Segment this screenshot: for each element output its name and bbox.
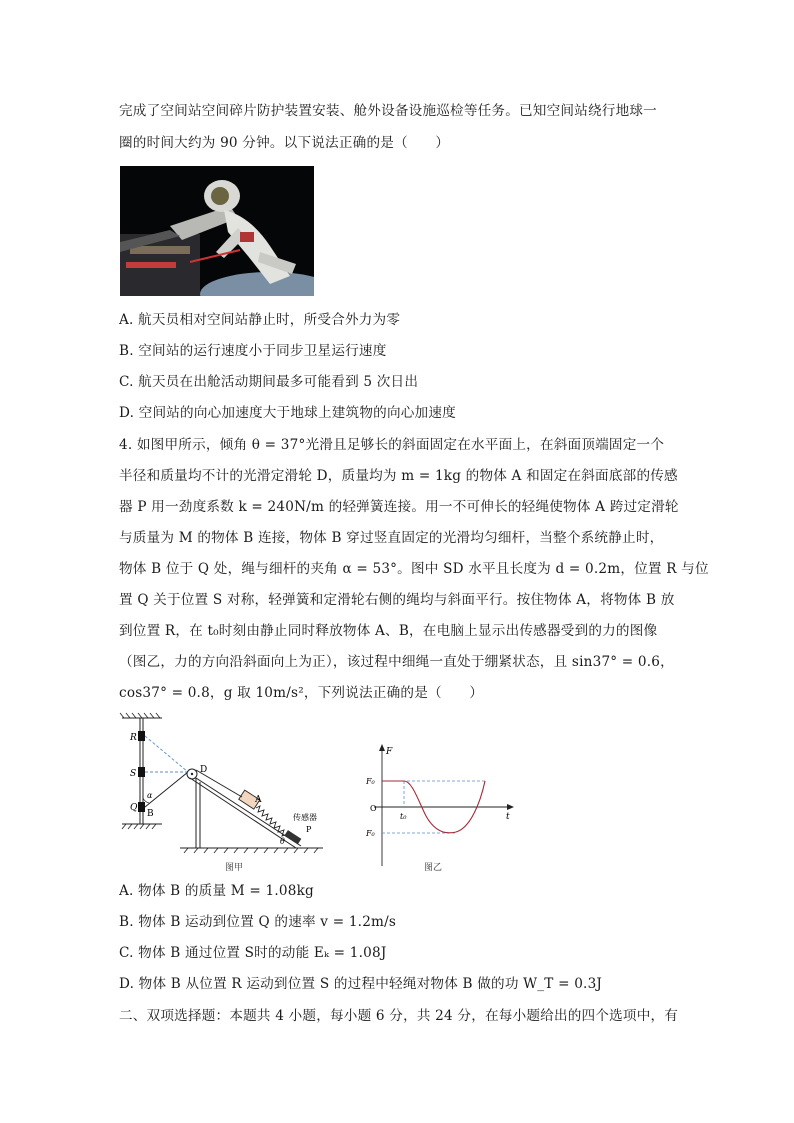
figure-yi xyxy=(360,740,520,880)
label-a: A xyxy=(255,795,262,805)
label-neg-f0: F₀ xyxy=(366,829,375,838)
label-b: B xyxy=(147,809,154,819)
label-p: P xyxy=(306,825,312,834)
q3-option-b: B. 空间站的运行速度小于同步卫星运行速度 xyxy=(119,343,387,359)
q4-option-a: A. 物体 B 的质量 M = 1.08kg xyxy=(119,883,314,899)
label-s: S xyxy=(130,769,137,779)
q4-stem-line3: 器 P 用一劲度系数 k = 240N/m 的轻弹簧连接。用一不可伸长的轻绳使物体 A 跨过定滑轮 xyxy=(119,499,679,515)
label-r: R xyxy=(130,733,137,743)
q3-stem-line1: 完成了空间站空间碎片防护装置安装、舱外设备设施巡检等任务。已知空间站绕行地球一 xyxy=(119,103,657,119)
figure-jia xyxy=(118,712,333,880)
section-2-heading: 二、双项选择题：本题共 4 小题，每小题 6 分，共 24 分，在每小题给出的四个选项中，有 xyxy=(119,1008,679,1024)
label-d: D xyxy=(200,765,208,775)
label-f0: F₀ xyxy=(366,777,375,786)
q4-stem-line5: 物体 B 位于 Q 处，绳与细杆的夹角 α = 53°。图中 SD 水平且长度为 d = 0.2m，位置 R 与位 xyxy=(119,561,709,577)
label-alpha: α xyxy=(147,791,153,800)
q4-stem-line7: 到位置 R，在 t₀时刻由静止同时释放物体 A、B，在电脑上显示出传感器受到的力的图像 xyxy=(119,623,658,639)
figure-jia-caption: 图甲 xyxy=(225,863,244,873)
label-sensor: 传感器 xyxy=(293,813,317,822)
q3-option-a: A. 航天员相对空间站静止时，所受合外力为零 xyxy=(119,312,401,328)
q3-option-c: C. 航天员在出舱活动期间最多可能看到 5 次日出 xyxy=(119,374,419,390)
label-q: Q xyxy=(130,803,138,813)
q4-stem-line2: 半径和质量均不计的光滑定滑轮 D，质量均为 m = 1kg 的物体 A 和固定在斜面底部的传感 xyxy=(119,468,678,484)
q3-stem-line2: 圈的时间大约为 90 分钟。以下说法正确的是（ ） xyxy=(119,135,450,151)
q4-stem-line8: （图乙，力的方向沿斜面向上为正），该过程中细绳一直处于绷紧状态，且 sin37° = 0.6， xyxy=(119,654,674,670)
q4-stem-line4: 与质量为 M 的物体 B 连接，物体 B 穿过竖直固定的光滑均匀细杆，当整个系统静止时， xyxy=(119,530,664,546)
q4-option-c: C. 物体 B 通过位置 S时的动能 Eₖ = 1.08J xyxy=(119,945,387,961)
label-t: t xyxy=(506,812,510,822)
label-f: F xyxy=(386,747,393,757)
q4-stem-line1: 4. 如图甲所示，倾角 θ = 37°光滑且足够长的斜面固定在水平面上，在斜面顶端固定一个 xyxy=(119,437,665,453)
label-t0: t₀ xyxy=(400,812,407,821)
q4-stem-line9: cos37° = 0.8，g 取 10m/s²，下列说法正确的是（ ） xyxy=(119,685,484,701)
label-o: O xyxy=(370,804,377,813)
label-theta: θ xyxy=(280,837,285,846)
q4-option-d: D. 物体 B 从位置 R 运动到位置 S 的过程中轻绳对物体 B 做的功 W_T = 0.3J xyxy=(119,976,603,992)
q4-stem-line6: 置 Q 关于位置 S 对称，轻弹簧和定滑轮右侧的绳均与斜面平行。按住物体 A，将物体 B 放 xyxy=(119,592,675,608)
figure-yi-caption: 图乙 xyxy=(424,863,443,873)
q3-option-d: D. 空间站的向心加速度大于地球上建筑物的向心加速度 xyxy=(119,405,456,421)
astronaut-photo xyxy=(120,166,314,296)
q4-option-b: B. 物体 B 运动到位置 Q 的速率 v = 1.2m/s xyxy=(119,914,397,930)
